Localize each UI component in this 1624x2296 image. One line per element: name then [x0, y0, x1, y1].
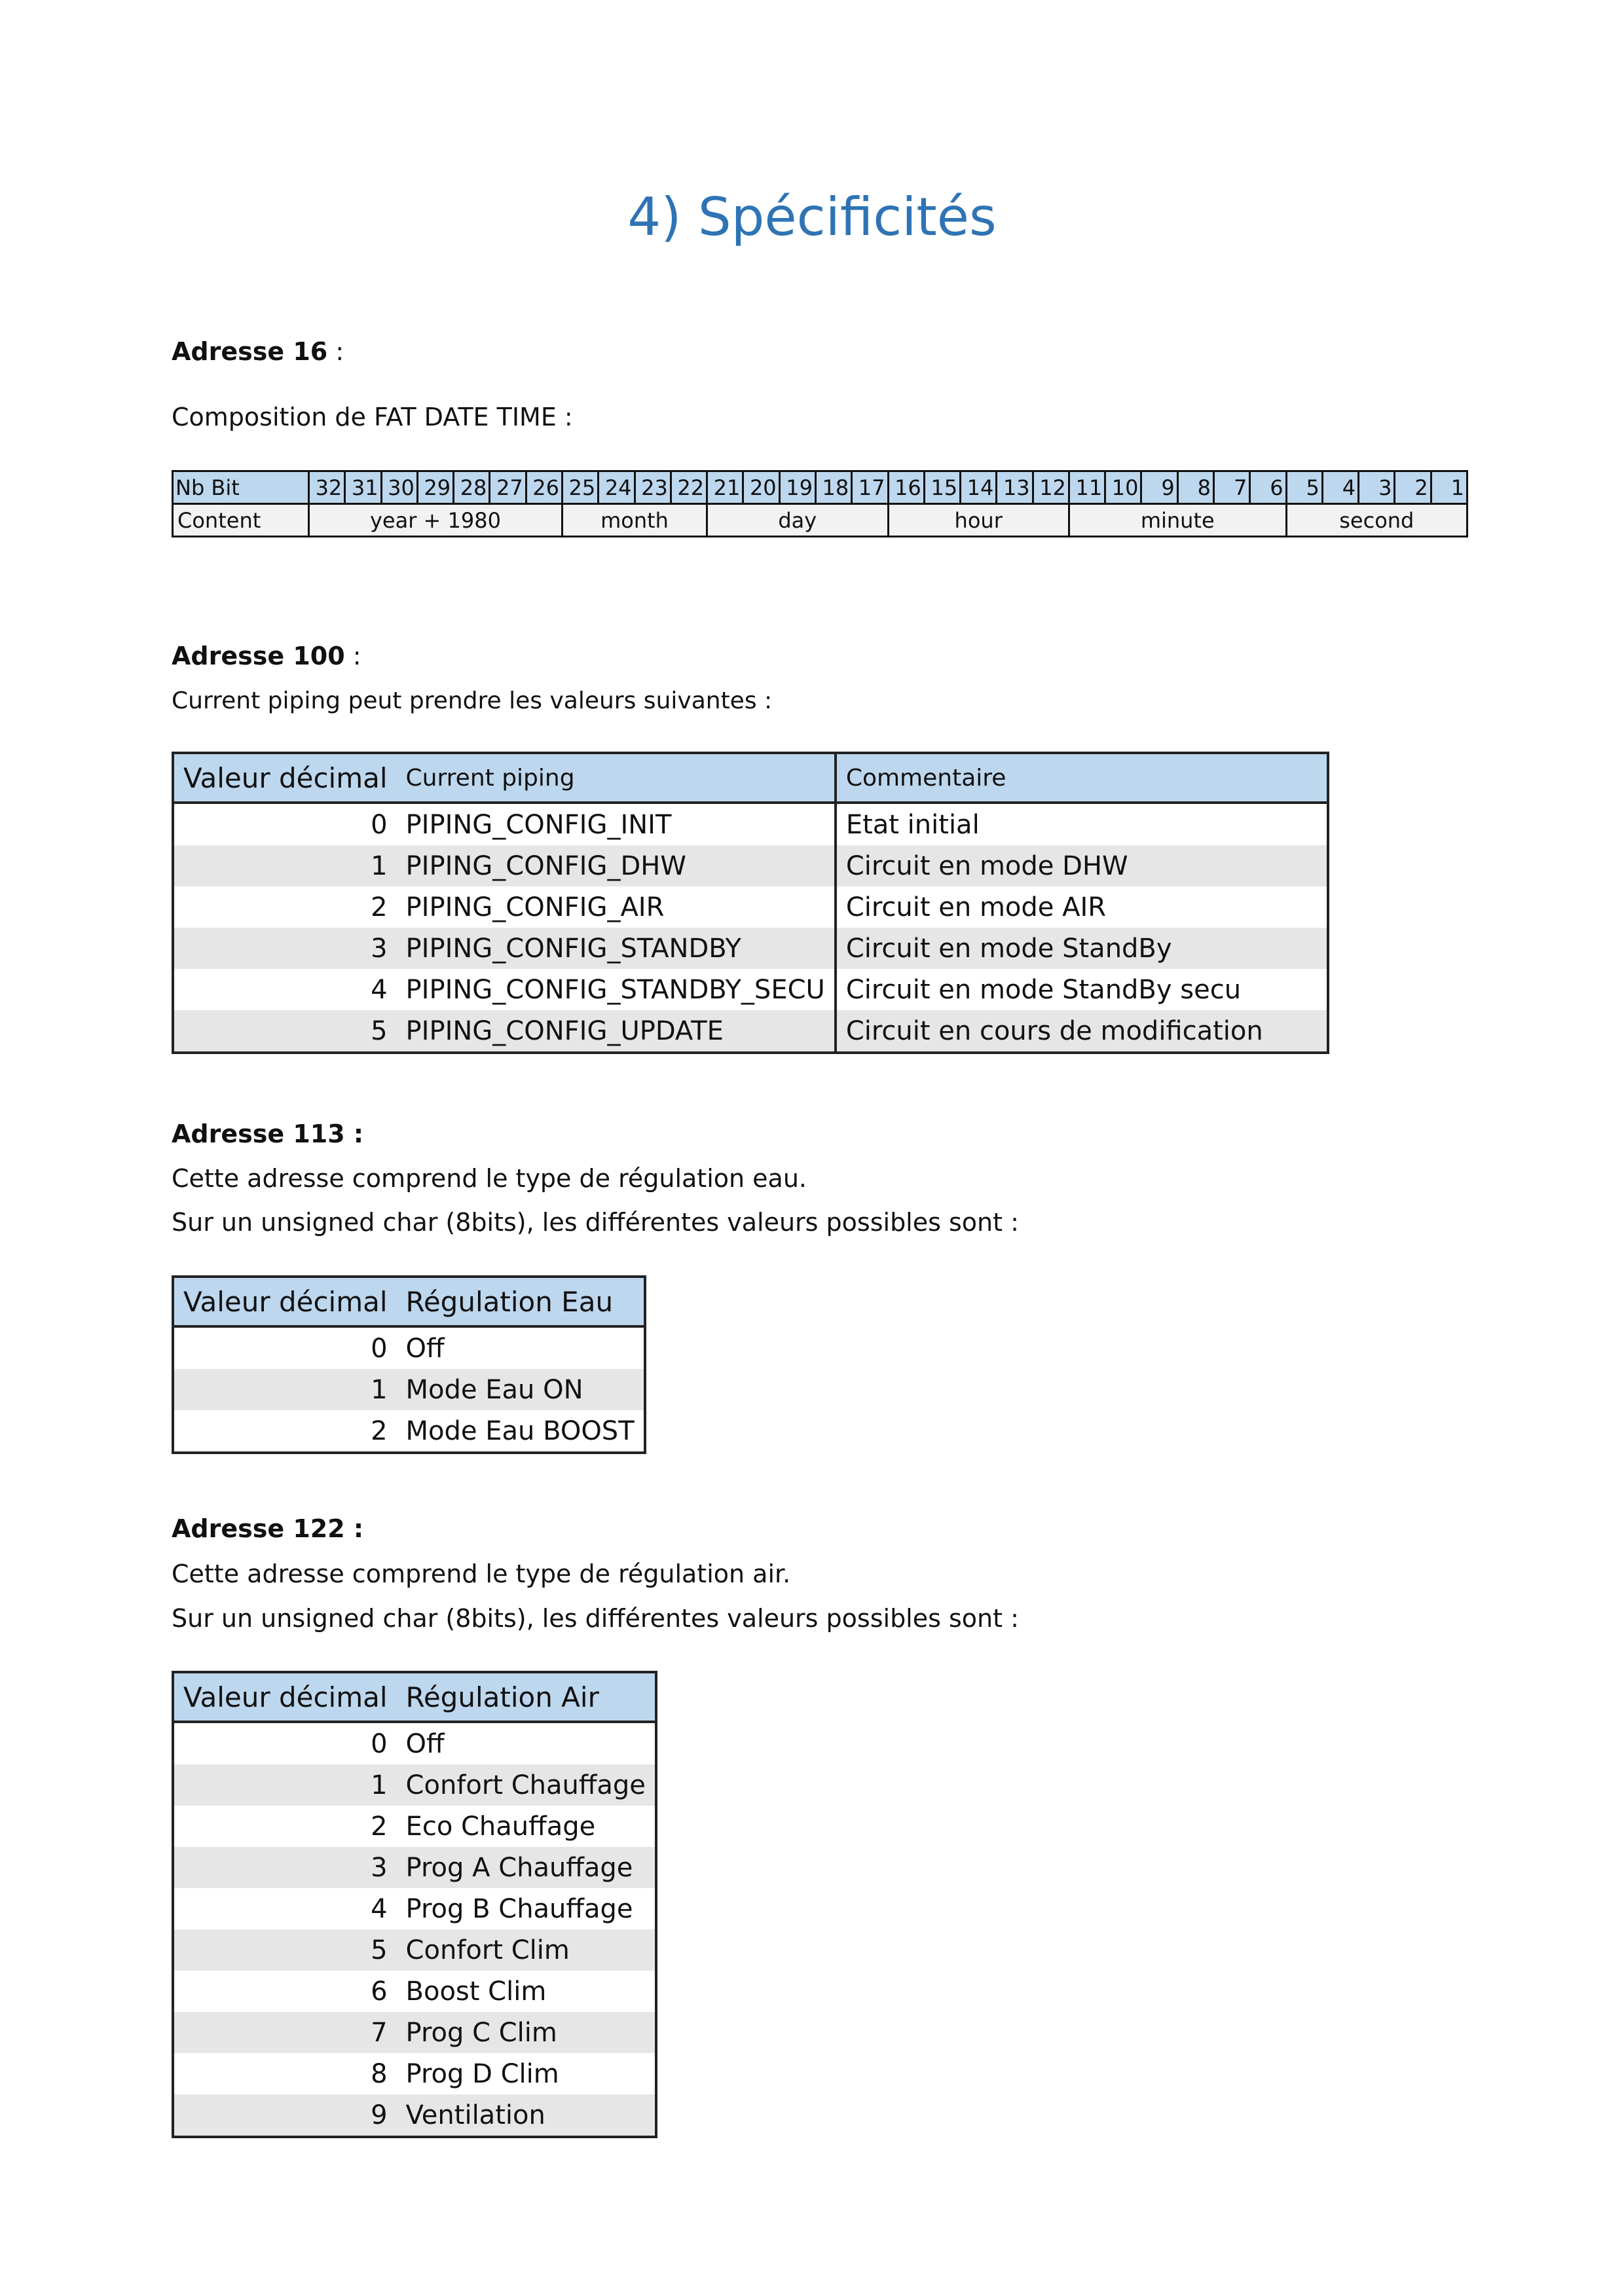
bit-number-cell: 11: [1069, 471, 1105, 504]
comment-cell: Circuit en mode StandBy: [836, 928, 1328, 969]
name-cell: PIPING_CONFIG_STANDBY: [397, 928, 836, 969]
bit-number-cell: 7: [1214, 471, 1250, 504]
section-16-description: Composition de FAT DATE TIME :: [172, 403, 573, 431]
table-row: [173, 1971, 656, 2012]
bit-number-cell: 23: [635, 471, 671, 504]
table-row: [173, 1722, 656, 1764]
bit-number-cell: 5: [1286, 471, 1322, 504]
name-cell: PIPING_CONFIG_UPDATE: [397, 1010, 836, 1053]
bit-number-cell: 2: [1395, 471, 1431, 504]
name-cell: PIPING_CONFIG_AIR: [405, 892, 665, 922]
table-row: [173, 1326, 645, 1369]
name-cell: PIPING_CONFIG_INIT: [405, 809, 672, 840]
table-row: [173, 803, 1328, 845]
bit-number-cell: 12: [1033, 471, 1069, 504]
value-cell: 0: [371, 1333, 388, 1364]
current-piping-table: [172, 752, 1329, 1054]
field-cell: day: [707, 504, 888, 537]
value-cell: 5: [173, 1929, 397, 1971]
value-cell: 8: [371, 2058, 388, 2089]
header-valeur-decimal: Valeur décimal: [173, 753, 397, 803]
value-cell: 1: [173, 845, 397, 886]
table-row: [173, 1369, 645, 1410]
value-cell: 2: [371, 892, 388, 922]
name-cell: Off: [405, 1728, 445, 1759]
name-cell: Prog A Chauffage: [397, 1847, 656, 1888]
value-cell: 9: [173, 2094, 397, 2137]
bit-number-cell: 4: [1322, 471, 1358, 504]
table-row: [173, 928, 1328, 969]
comment-cell: Etat initial: [836, 803, 1328, 845]
bit-number-cell: 16: [888, 471, 924, 504]
bit-number-cell: 8: [1177, 471, 1213, 504]
bit-number-cell: 27: [490, 471, 526, 504]
table-row: [173, 2094, 656, 2137]
value-cell: 0: [371, 1728, 388, 1759]
value-cell: 3: [173, 928, 397, 969]
fat-date-time-table: [172, 470, 1468, 538]
bit-number-cell: 10: [1105, 471, 1141, 504]
table-row: [173, 969, 1328, 1010]
comment-cell: Circuit en cours de modification: [836, 1010, 1328, 1053]
table-row: [173, 886, 1328, 928]
section-16-heading: [172, 337, 344, 366]
section-113-heading: [172, 1120, 363, 1148]
header-regulation-air: Régulation Air: [397, 1672, 656, 1722]
name-cell: Confort Clim: [397, 1929, 656, 1971]
name-cell: Ventilation: [397, 2094, 656, 2137]
bit-number-cell: 24: [599, 471, 635, 504]
table-row: [173, 1010, 1328, 1053]
table-row: [173, 2053, 656, 2094]
value-cell: 5: [173, 1010, 397, 1053]
bit-number-cell: 14: [961, 471, 997, 504]
header-regulation-eau: Régulation Eau: [397, 1277, 645, 1326]
field-cell: second: [1286, 504, 1467, 537]
section-100-heading-label: Adresse 100: [172, 642, 345, 670]
name-cell: Prog D Clim: [405, 2058, 559, 2089]
name-cell: Mode Eau ON: [397, 1369, 645, 1410]
bit-number-cell: 9: [1141, 471, 1177, 504]
value-cell: 4: [371, 1893, 388, 1924]
name-cell: PIPING_CONFIG_DHW: [397, 845, 836, 886]
bit-number-cell: 18: [815, 471, 851, 504]
value-cell: 1: [173, 1764, 397, 1806]
field-cell: month: [562, 504, 707, 537]
bit-number-cell: 25: [562, 471, 598, 504]
section-113-description-2: Sur un unsigned char (8bits), les différentes valeurs possibles sont :: [172, 1208, 1019, 1237]
section-100-heading-colon: :: [344, 642, 361, 670]
field-cell: hour: [888, 504, 1069, 537]
bit-number-cell: 13: [997, 471, 1033, 504]
value-cell: 4: [371, 974, 388, 1005]
page-title: 4) Spécificités: [627, 187, 997, 247]
value-cell: 2: [371, 1811, 388, 1842]
section-100-description: Current piping peut prendre les valeurs suivantes :: [172, 687, 773, 714]
header-valeur-decimal: Valeur décimal: [173, 1277, 397, 1326]
value-cell: 1: [173, 1369, 397, 1410]
name-cell: Prog C Clim: [397, 2012, 656, 2053]
table-row: [173, 2012, 656, 2053]
bit-number-cell: 31: [345, 471, 381, 504]
field-cell: year + 1980: [309, 504, 563, 537]
section-113-heading-label: Adresse 113 :: [172, 1120, 364, 1148]
regulation-air-table: [172, 1671, 657, 2138]
name-cell: Off: [405, 1333, 445, 1364]
field-cell: minute: [1069, 504, 1286, 537]
comment-cell: Circuit en mode AIR: [836, 886, 1328, 928]
bit-number-row: [173, 471, 1467, 504]
regulation-eau-table: [172, 1275, 646, 1454]
value-cell: 2: [371, 1415, 388, 1446]
bit-number-cell: 22: [671, 471, 707, 504]
bit-number-cell: 6: [1250, 471, 1286, 504]
section-122-heading-label: Adresse 122 :: [172, 1514, 364, 1543]
bit-number-cell: 19: [779, 471, 815, 504]
header-commentaire: Commentaire: [836, 753, 1328, 803]
content-row: [173, 504, 1467, 537]
comment-cell: Circuit en mode DHW: [836, 845, 1328, 886]
table-row: [173, 1806, 656, 1847]
section-113-description-1: Cette adresse comprend le type de régulation eau.: [172, 1164, 807, 1193]
bit-number-cell: 21: [707, 471, 743, 504]
value-cell: 6: [371, 1976, 388, 2007]
content-label: Content: [173, 504, 309, 537]
bit-number-cell: 3: [1359, 471, 1395, 504]
name-cell: Confort Chauffage: [397, 1764, 656, 1806]
section-122-description-2: Sur un unsigned char (8bits), les différentes valeurs possibles sont :: [172, 1604, 1019, 1633]
name-cell: Prog B Chauffage: [405, 1893, 633, 1924]
bit-number-cell: 1: [1431, 471, 1467, 504]
table-row: [173, 1888, 656, 1929]
table-row: [173, 1929, 656, 1971]
table-row: [173, 1410, 645, 1453]
nb-bit-label: Nb Bit: [173, 471, 309, 504]
bit-number-cell: 26: [526, 471, 562, 504]
bit-number-cell: 29: [417, 471, 453, 504]
table-row: [173, 1847, 656, 1888]
bit-number-cell: 20: [743, 471, 779, 504]
section-122-heading: [172, 1514, 363, 1543]
name-cell: Eco Chauffage: [405, 1811, 596, 1842]
header-valeur-decimal: Valeur décimal: [173, 1672, 397, 1722]
comment-cell: Circuit en mode StandBy secu: [836, 969, 1328, 1010]
name-cell: PIPING_CONFIG_STANDBY_SECU: [405, 974, 825, 1005]
bit-number-cell: 32: [309, 471, 345, 504]
bit-number-cell: 15: [924, 471, 960, 504]
bit-number-cell: 17: [852, 471, 888, 504]
name-cell: Mode Eau BOOST: [405, 1415, 635, 1446]
section-16-heading-colon: :: [327, 337, 344, 366]
value-cell: 3: [173, 1847, 397, 1888]
header-current-piping: Current piping: [397, 753, 836, 803]
value-cell: 7: [173, 2012, 397, 2053]
value-cell: 0: [371, 809, 388, 840]
bit-number-cell: 30: [381, 471, 417, 504]
bit-number-cell: 28: [454, 471, 490, 504]
table-row: [173, 1764, 656, 1806]
section-122-description-1: Cette adresse comprend le type de régulation air.: [172, 1559, 791, 1588]
table-row: [173, 845, 1328, 886]
section-100-heading: [172, 642, 361, 670]
name-cell: Boost Clim: [405, 1976, 547, 2007]
section-16-heading-label: Adresse 16: [172, 337, 328, 366]
